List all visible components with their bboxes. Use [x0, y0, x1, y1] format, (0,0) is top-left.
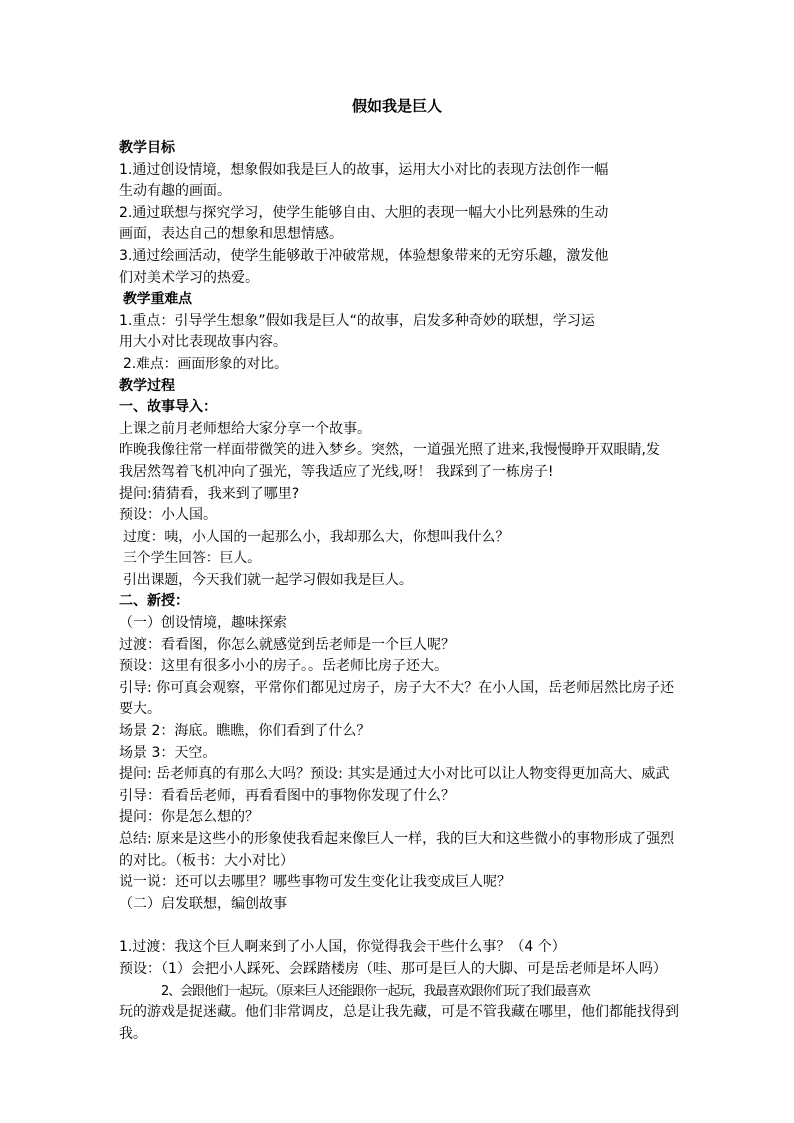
body-line: 过渡：看看图，你怎么就感觉到岳老师是一个巨人呢？ — [119, 636, 455, 653]
body-line: 1.重点：引导学生想象”假如我是巨人“的故事，启发多种奇妙的联想，学习运 — [119, 312, 595, 329]
body-line: 玩的游戏是捉迷藏。他们非常调皮，总是让我先藏，可是不管我藏在哪里，他们都能找得到 — [119, 1004, 679, 1021]
body-line: 们对美术学习的热爱。 — [119, 269, 259, 286]
body-line: 引出课题，今天我们就一起学习假如我是巨人。 — [123, 571, 413, 588]
section-heading: 一、故事导入： — [119, 399, 217, 416]
body-line: 三个学生回答：巨人。 — [123, 550, 261, 567]
body-line: 过度：咦，小人国的一起那么小，我却那么大，你想叫我什么？ — [123, 528, 510, 545]
section-heading: 教学目标 — [119, 140, 175, 156]
body-line: 引导：看看岳老师，再看看图中的事物你发现了什么？ — [119, 787, 455, 804]
body-line: 场景 3：天空。 — [119, 744, 217, 761]
body-line: 引导: 你可真会观察，平常你们都见过房子，房子大不大？在小人国，岳老师居然比房子还 — [119, 679, 675, 696]
body-line: 提问:猜猜看，我来到了哪里? — [119, 485, 300, 502]
body-line: 总结: 原来是这些小的形象使我看起来像巨人一样，我的巨大和这些微小的事物形成了强烈 — [119, 831, 675, 847]
body-line: 生动有趣的画面。 — [119, 183, 231, 200]
blank-line — [119, 915, 679, 937]
body-line: 说一说：还可以去哪里？哪些事物可发生变化让我变成巨人呢？ — [119, 874, 511, 891]
body-line: 提问：你是怎么想的？ — [119, 809, 259, 826]
body-line: （一）创设情境，趣味探索 — [119, 615, 287, 632]
body-line: 我居然驾着飞机冲向了强光，等我适应了光线,呀！ 我踩到了一栋房子! — [119, 463, 554, 480]
document-title: 假如我是巨人 — [351, 97, 442, 115]
body-line: 2、会跟他们一起玩。（原来巨人还能跟你一起玩，我最喜欢跟你们玩了我们最喜欢 — [161, 983, 590, 999]
body-line: 提问: 岳老师真的有那么大吗？预设: 其实是通过大小对比可以让人物变得更加高大、威武 — [119, 766, 670, 783]
section-heading: 教学过程 — [119, 377, 175, 394]
body-line: 1.过渡：我这个巨人啊来到了小人国，你觉得我会干些什么事？（4 个） — [119, 939, 566, 956]
body-line: 预设：小人国。 — [119, 507, 217, 524]
body-line: 预设：这里有很多小小的房子。。岳老师比房子还大。 — [119, 658, 448, 675]
document-body — [119, 138, 679, 1045]
section-heading: 教学重难点 — [123, 291, 192, 308]
section-heading: 二、新授： — [119, 593, 189, 610]
body-line: 场景 2：海底。瞧瞧，你们看到了什么？ — [119, 723, 371, 740]
body-line: 要大。 — [119, 701, 161, 718]
body-line: 用大小对比表现故事内容。 — [119, 334, 287, 351]
body-line: 昨晚我像往常一样面带微笑的进入梦乡。突然，一道强光照了进来,我慢慢睁开双眼睛,发 — [119, 442, 660, 459]
body-line: 上课之前月老师想给大家分享一个故事。 — [119, 420, 371, 437]
body-line: 3.通过绘画活动，使学生能够敢于冲破常规，体验想象带来的无穷乐趣，激发他 — [119, 247, 609, 264]
body-line: 2.通过联想与探究学习，使学生能够自由、大胆的表现一幅大小比列悬殊的生动 — [119, 204, 609, 221]
body-line: （二）启发联想，编创故事 — [119, 895, 287, 912]
body-line: 画面，表达自己的想象和思想情感。 — [119, 226, 343, 243]
body-line: 的对比。（板书：大小对比） — [119, 852, 294, 869]
body-line: 2.难点：画面形象的对比。 — [123, 355, 288, 372]
body-line: 1.通过创设情境，想象假如我是巨人的故事，运用大小对比的表现方法创作一幅 — [119, 161, 609, 178]
body-line: 我。 — [119, 1025, 147, 1042]
body-line: 预设：（1）会把小人踩死、会踩踏楼房（哇、那可是巨人的大脚、可是岳老师是坏人吗） — [119, 960, 667, 977]
